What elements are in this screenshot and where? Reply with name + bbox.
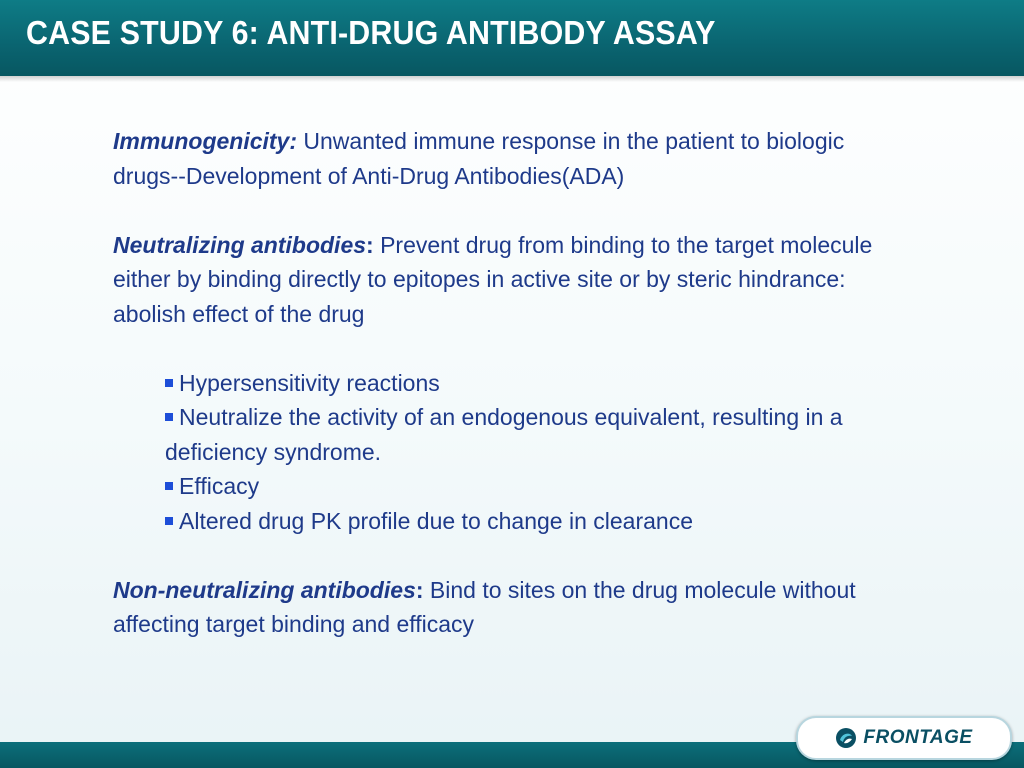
slide-title: CASE STUDY 6: ANTI-DRUG ANTIBODY ASSAY	[26, 14, 716, 51]
non-neutralizing-term: Non-neutralizing antibodies	[113, 576, 416, 603]
neutralizing-paragraph	[113, 228, 893, 332]
slide-content	[113, 124, 893, 642]
non-neutralizing-paragraph	[113, 573, 893, 642]
list-item	[165, 504, 893, 539]
frontage-logo-icon	[835, 727, 857, 749]
non-neutralizing-text: Bind to sites on the drug molecule without affecting target binding and efficacy	[113, 576, 856, 637]
spacer	[113, 331, 893, 366]
square-bullet-icon	[165, 413, 173, 421]
immunogenicity-paragraph	[113, 124, 893, 193]
immunogenicity-text: Unwanted immune response in the patient to biologic drugs--Development of Anti-Drug Antibodies(ADA)	[113, 128, 845, 189]
neutralizing-term: Neutralizing antibodies	[113, 231, 367, 258]
logo-wordmark: FRONTAGE	[863, 727, 973, 748]
square-bullet-icon	[165, 482, 173, 490]
bullet-text: Altered drug PK profile due to change in clearance	[179, 507, 693, 534]
list-item	[165, 366, 893, 401]
effects-bullet-list	[113, 366, 893, 539]
title-bar	[0, 0, 1024, 76]
list-item	[165, 469, 893, 504]
non-neutralizing-colon: :	[415, 576, 424, 603]
neutralizing-text: Prevent drug from binding to the target molecule either by binding directly to epitopes in active site or by steric hindrance: abolish effect of the drug	[113, 231, 873, 327]
spacer	[113, 538, 893, 573]
frontage-logo	[796, 716, 1012, 760]
spacer	[113, 193, 893, 228]
square-bullet-icon	[165, 517, 173, 525]
bullet-text: Efficacy	[179, 473, 260, 499]
bullet-text: Neutralize the activity of an endogenous equivalent, resulting in a deficiency syndrome.	[165, 404, 843, 465]
square-bullet-icon	[165, 379, 173, 387]
immunogenicity-term: Immunogenicity:	[113, 128, 298, 154]
list-item	[165, 400, 893, 469]
neutralizing-colon: :	[366, 231, 374, 258]
bullet-text: Hypersensitivity reactions	[179, 369, 440, 396]
